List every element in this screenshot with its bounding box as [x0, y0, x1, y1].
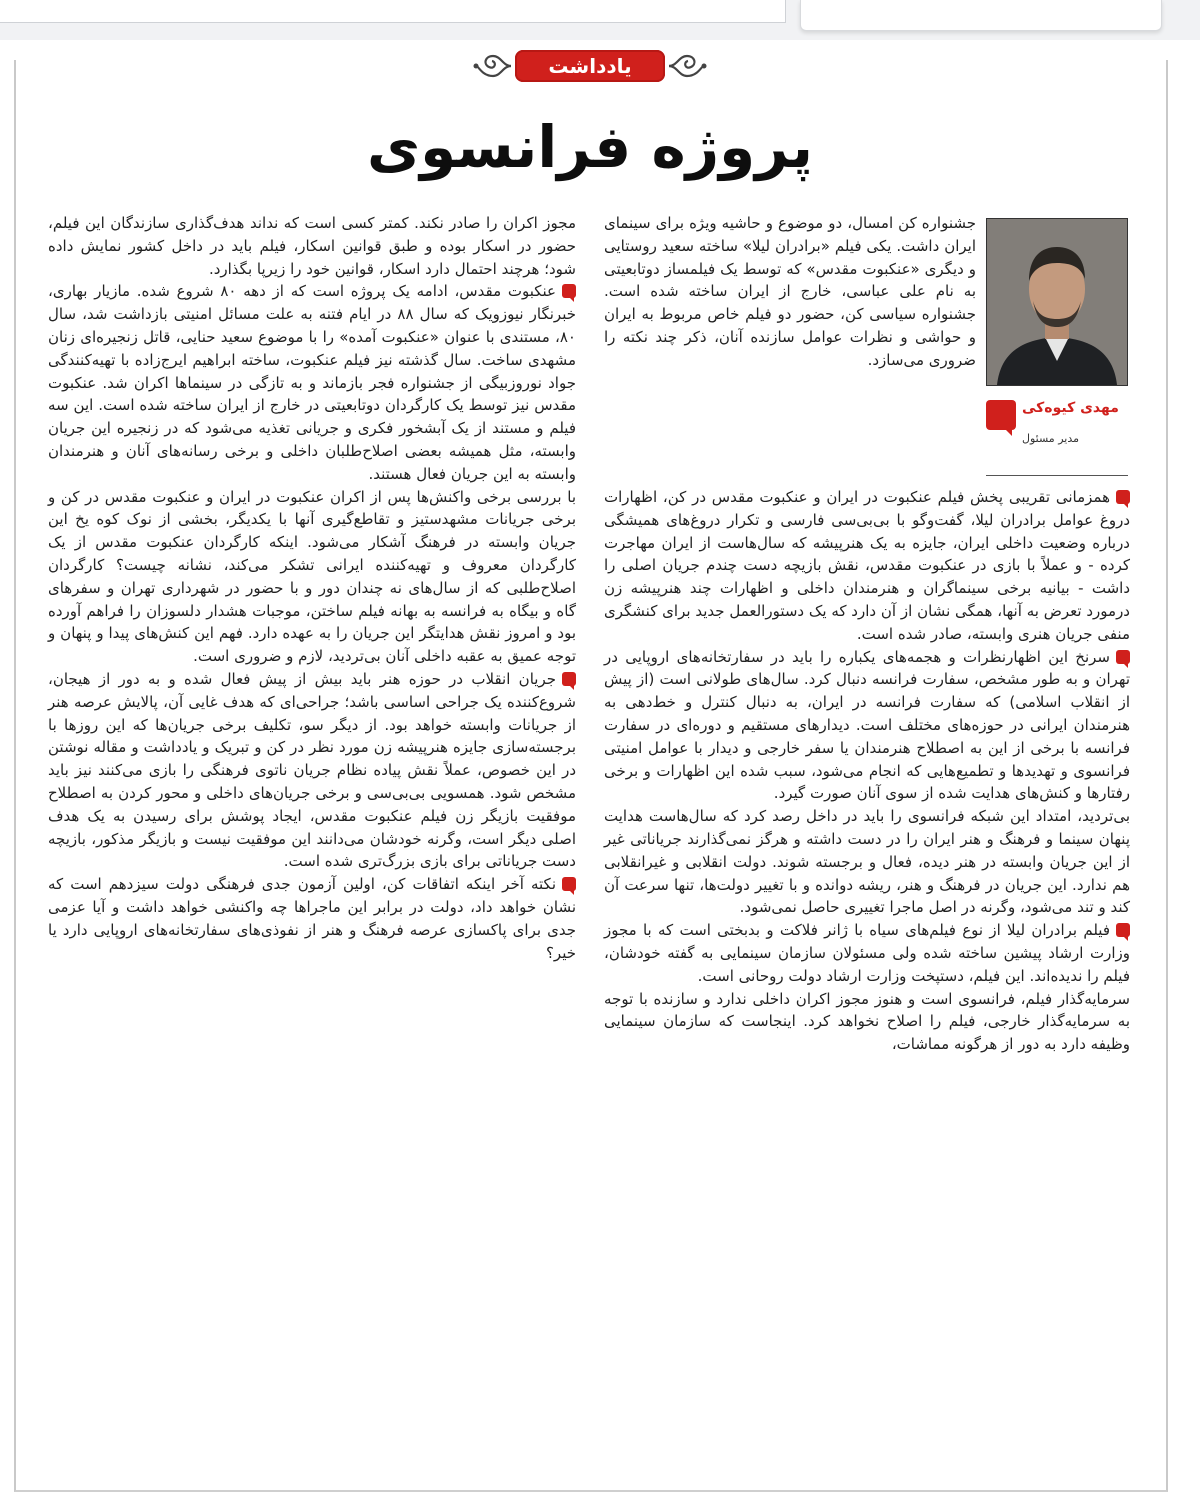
section-marker-icon: [562, 672, 576, 686]
author-name: مهدی کیوه‌کی: [1022, 400, 1119, 416]
author-photo: [986, 218, 1128, 386]
author-byline: [986, 400, 1128, 445]
paragraph: [48, 873, 576, 964]
author-divider: [986, 475, 1128, 476]
author-text: [1022, 400, 1119, 445]
left-column: [48, 212, 576, 964]
ornament-icon: [667, 51, 709, 81]
top-background: [0, 0, 1200, 40]
paragraph: [48, 668, 576, 873]
section-marker-icon: [1116, 923, 1130, 937]
paragraph: سرمایه‌گذار فیلم، فرانسوی است و هنوز مجوز اکران داخلی ندارد و سازنده با توجه به سرمایه‌گذار خارجی، فیلم را اصلاح نخواهد کرد. اینجاست که سازمان سینمایی وظیفه دارد به دور از هرگونه مماشات،: [604, 989, 1130, 1054]
paragraph-text: سرنخ این اظهارنظرات و هجمه‌های یکباره را باید در سفارتخانه‌های اروپایی در تهران و به طور مشخص، سفارت فرانسه دنبال کرد. سال‌های طولانی است (از پیش از انقلاب اسلامی) که سفارت فرانسه در ایران، به دنبال کنترل و خط‌دهی به هنرمندان ایرانی در حوزه‌های مختلف است. دیدارهای مستقیم و دوره‌ای در سفارت فرانسه با برخی از این به اصطلاح هنرمندان یا سفر خارجی و دیدار با عوامل امنیتی فرانسوی و تهدیدها و تطمیع‌هایی که انجام می‌شود، سبب شده این اظهارات و برخی رفتارها و کنش‌های هدایت شده از سوی آنان صورت گیرد.: [604, 647, 1130, 803]
paragraph-text: جریان انقلاب در حوزه هنر باید بیش از پیش فعال شده و به دور از هیجان، شروع‌کننده یک جراحی اساسی باشد؛ جراحی‌ای که هدف غایی آن، پالایش عرصه هنر از جریانات وابسته خواهد بود. از دیگر سو، تکلیف برخی جریان‌ها که این روزها با برجسته‌سازی جایزه هنرپیشه زن مورد نظر در کن و تبریک و یادداشت و مقاله نوشتن در این خصوص، عملاً نقش پیاده نظام جریان ناتوی فرهنگی را بازی می‌کنند نیز باید مشخص شود. همسویی بی‌بی‌سی و برخی جریان‌های داخلی و محور کردن به اصطلاح موفقیت بازیگر زن فیلم عنکبوت مقدس، ایجاد پوشش برای رسیدن به یک هدف اصلی دیگر است، وگرنه خودشان می‌دانند این موفقیت نیست و بازیگر مذکور، بازیچه دست جریاناتی برای بازی بزرگ‌تری شده است.: [48, 669, 576, 871]
paragraph: [604, 919, 1130, 987]
paragraph: با بررسی برخی واکنش‌ها پس از اکران عنکبوت در ایران و عنکبوت مقدس در کن و برخی جریانات مشهدستیز و تقاطع‌گیری آنها با یکدیگر، بخشی از نوک کوه یخ این جریان وابسته در فرهنگ آشکار می‌شود. اینکه کارگردان عنکبوت مقدس از یک کارگردان معروف و تهیه‌کننده ایرانی تشکر می‌کند، نشانه چیست؟ کارگردان اصلاح‌طلبی که از سال‌های نه چندان دور و با حضور در شهرداری تهران و سفرهای گاه و بیگاه به فرانسه به بهانه فیلم ساختن، موجبات هشدار دلسوزان را فراهم آورده بود و امروز نقش هدایتگر این جریان را به عهده دارد. فهم این کنش‌های پیدا و پنهان و توجه عمیق به عقبه داخلی آنان بی‌تردید، لازم و ضروری است.: [48, 487, 576, 666]
paragraph: جشنواره کن امسال، دو موضوع و حاشیه ویژه برای سینمای ایران داشت. یکی فیلم «برادران لیلا» ساخته سعید روستایی و دیگری «عنکبوت مقدس» که توسط یک فیلمساز دوتابعیتی به نام علی عباسی، خارج از ایران ساخته شده است. جشنواره سیاسی کن، حضور دو فیلم خاص مربوط به ایران و حواشی و نظرات عوامل سازنده آنان، ذکر چند نکته را ضروری می‌سازد.: [604, 214, 976, 369]
author-marker-icon: [986, 400, 1016, 430]
paragraph: بی‌تردید، امتداد این شبکه فرانسوی را باید در داخل رصد کرد که سال‌هاست هدایت پنهان سینما و فرهنگ و هنر ایران را در دست داشته و هرگز نمی‌گذارند جریاناتی غیر از این جریان وابسته در هنر دیده، فعال و برجسته شوند. دولت انقلابی و غیرانقلابی هم ندارد. این جریان در فرهنگ و هنر، ریشه دوانده و با تغییر دولت‌ها، تنها سرعت آن کند و تند می‌شود، وگرنه در اصل ماجرا تغییری حاصل نمی‌شود.: [604, 807, 1130, 917]
top-strip: [0, 0, 786, 23]
paragraph-text: نکته آخر اینکه اتفاقات کن، اولین آزمون جدی فرهنگی دولت سیزدهم است که نشان خواهد داد، دولت در برابر این ماجراها چه واکنشی خواهد داشت و آیا عزمی جدی برای پاکسازی عرصه فرهنگ و هنر از نفوذی‌های سفارتخانه‌های اروپایی دارد یا خیر؟: [48, 875, 576, 962]
author-box: [986, 218, 1128, 476]
paragraph-text: فیلم برادران لیلا از نوع فیلم‌های سیاه با ژانر فلاکت و بدبختی است که با مجوز وزارت ارشاد پیشین ساخته شده ولی مسئولان سازمان سینمایی به گفته خودشان، فیلم را ندیده‌اند. این فیلم، دستپخت وزارت ارشاد دولت روحانی است.: [604, 921, 1130, 985]
section-label: یادداشت: [515, 50, 665, 82]
article-headline: پروژه فرانسوی: [367, 113, 813, 181]
paragraph: [604, 646, 1130, 806]
section-marker-icon: [562, 284, 576, 298]
section-marker-icon: [1116, 650, 1130, 664]
ornament-icon: [471, 51, 513, 81]
paragraph: مجوز اکران را صادر نکند. کمتر کسی است که نداند هدف‌گذاری سازندگان این فیلم، حضور در اسکار بوده و طبق قوانین اسکار، فیلم باید در داخل کشور نمایش داده شود؛ هرچند احتمال دارد اسکار، قوانین خود را زیرپا بگذارد.: [48, 214, 576, 278]
section-kicker: [470, 46, 710, 86]
paragraph: [604, 486, 1130, 646]
section-marker-icon: [1116, 490, 1130, 504]
right-column-bottom: [604, 486, 1130, 1056]
paragraph-text: عنکبوت مقدس، ادامه یک پروژه است که از دهه ۸۰ شروع شده. مازیار بهاری، خبرنگار نیوزویک که سال ۸۸ در ایام فتنه به علت مسائل امنیتی بازداشت شد، سال ۸۰، مستندی با عنوان «عنکبوت آمده» را با موضوع سعید حنایی، قاتل زنجیره‌ای زنان مشهدی ساخت. سال گذشته نیز فیلم عنکبوت، ساخته ابراهیم ایرج‌زاده با تهیه‌کنندگی جواد نوروزبیگی از جشنواره فجر بازماند و به تازگی در سینماها اکران شد. عنکبوت مقدس نیز توسط یک کارگردان دوتابعیتی در خارج از ایران ساخته شده است. این سه فیلم و مستند از یک آبشخور فکری و جریانی تغذیه می‌شود که در زنجیره این جریان وابسته، مثل همیشه بعضی اصلاح‌طلبان داخلی و برخی رسانه‌های آنان و هنرمندان وابسته به این جریان فعال هستند.: [48, 282, 576, 483]
author-role: مدیر مسئول: [1022, 432, 1079, 445]
paragraph-text: همزمانی تقریبی پخش فیلم عنکبوت در ایران و عنکبوت مقدس در کن، اظهارات دروغ عوامل برادران لیلا، گفت‌وگو با بی‌بی‌سی فارسی و تکرار دروغ‌های همیشگی درباره وضعیت داخلی ایران، جایزه به یک هنرپیشه که سال‌هاست از ایران مهاجرت کرده - و عملاً با بازی در عنکبوت مقدس، نقش بازیچه دست چندم جریان اصلی را داشت - بیانیه برخی سینماگران و هنرمندان داخلی و اظهارات چند هنرپیشه زن درمورد تعرض به آنها، همگی نشان از آن دارد که یک دستورالعمل جدید برای کنشگری منفی جریان هنری وابسته، صادر شده است.: [604, 488, 1130, 643]
section-marker-icon: [562, 877, 576, 891]
top-right-panel: [800, 0, 1162, 31]
paragraph: [48, 280, 576, 485]
right-column-top: [604, 212, 976, 372]
author-portrait: [987, 219, 1127, 385]
